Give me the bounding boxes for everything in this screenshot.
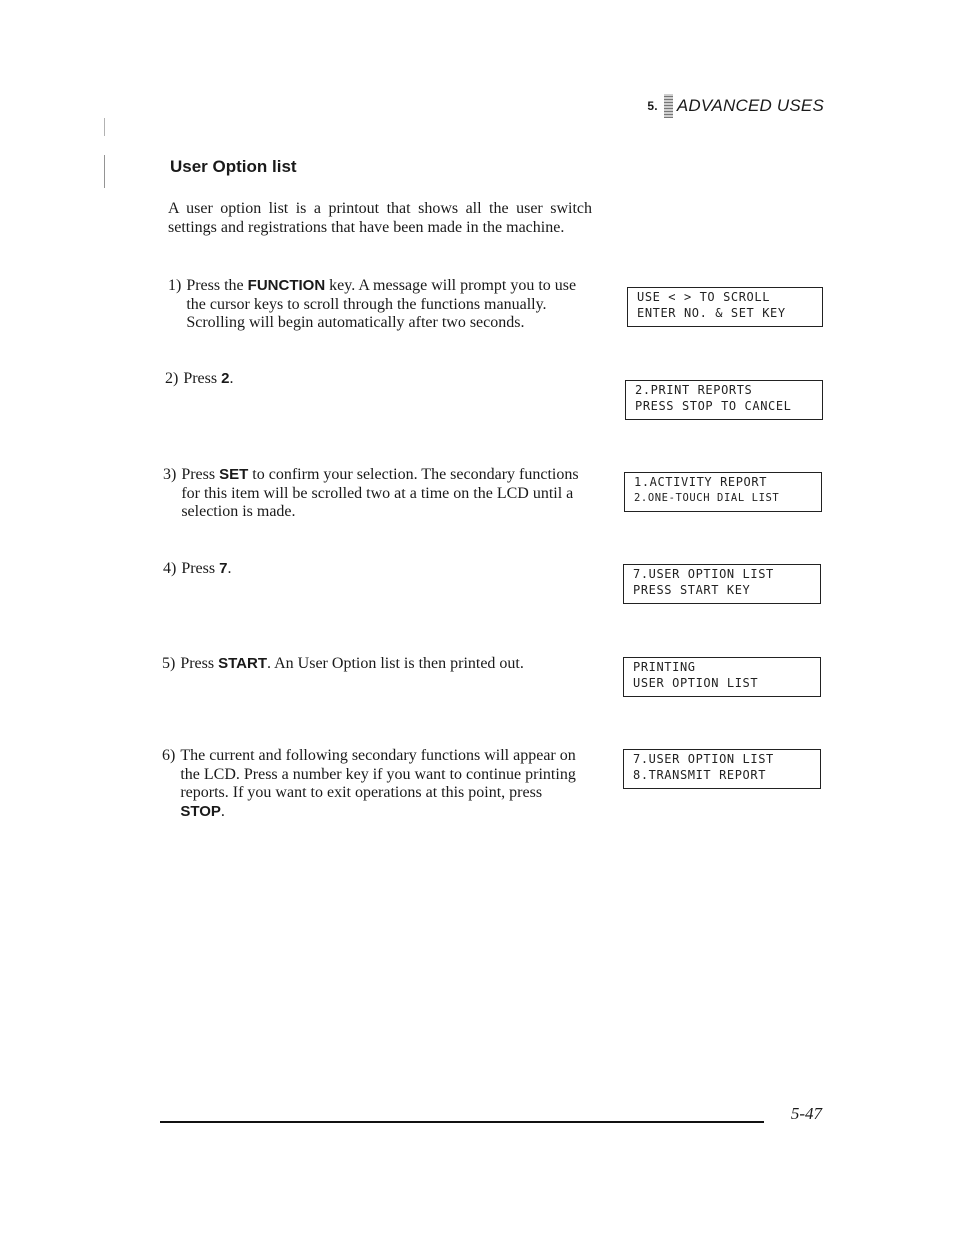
step-5: [162, 655, 592, 674]
key-name: STOP: [180, 802, 221, 820]
lcd-line: PRINTING: [633, 660, 696, 674]
chapter-number: 5.: [647, 99, 658, 113]
step-number: 6): [162, 747, 176, 764]
key-name: FUNCTION: [247, 277, 326, 294]
lcd-display-6: [623, 749, 821, 789]
step-number: 5): [162, 655, 176, 672]
margin-mark: [104, 155, 105, 188]
lcd-line: 2.PRINT REPORTS: [635, 383, 753, 397]
lcd-line: 7.USER OPTION LIST: [633, 567, 774, 581]
key-name: START: [218, 655, 267, 672]
lcd-line: PRESS START KEY: [633, 582, 751, 597]
lcd-display-5: [623, 657, 821, 697]
step-text: Press 7.: [181, 560, 232, 577]
lcd-display-1: [627, 287, 823, 327]
lcd-line: USER OPTION LIST: [633, 675, 759, 690]
step-text: The current and following secondary functions will appear on the LCD. Press a number key if you want to continue printing reports. If you want to exit operations at this point, press STOP.: [180, 747, 576, 820]
lcd-display-4: [623, 564, 821, 604]
lcd-line: ENTER NO. & SET KEY: [637, 305, 786, 320]
step-text: Press SET to confirm your selection. The secondary functions for this item will be scrolled two at a time on the LCD until a selection is made.: [181, 466, 579, 520]
step-3: [163, 466, 589, 522]
lcd-display-2: [625, 380, 823, 420]
step-2: [165, 370, 595, 389]
section-title: User Option list: [170, 157, 297, 176]
lcd-line: USE < > TO SCROLL: [637, 290, 771, 304]
lcd-line: 7.USER OPTION LIST: [633, 752, 774, 766]
step-text: Press the FUNCTION key. A message will prompt you to use the cursor keys to scroll through the functions manually. Scrolling will begin automatically after two seconds.: [186, 277, 577, 331]
footer-rule: [160, 1121, 764, 1123]
step-4: [163, 560, 593, 579]
chapter-header: [647, 94, 824, 118]
section-intro: A user option list is a printout that shows all the user switch settings and registrations that have been made in the machine.: [168, 200, 592, 236]
step-number: 1): [168, 277, 182, 294]
step-number: 3): [163, 466, 177, 483]
key-name: 7: [219, 560, 228, 577]
lcd-line: 2.ONE-TOUCH DIAL LIST: [634, 491, 780, 504]
step-number: 2): [165, 370, 179, 387]
lcd-line: PRESS STOP TO CANCEL: [635, 398, 792, 413]
lcd-line: 8.TRANSMIT REPORT: [633, 767, 767, 782]
key-name: SET: [219, 466, 249, 483]
step-1: [168, 277, 592, 333]
step-text: Press 2.: [183, 370, 234, 387]
step-number: 4): [163, 560, 177, 577]
step-6: [162, 747, 587, 821]
lcd-display-3: [624, 472, 822, 512]
step-text: Press START. An User Option list is then printed out.: [180, 655, 524, 672]
page-number: 5-47: [790, 1104, 822, 1123]
chapter-title: ADVANCED USES: [676, 96, 824, 115]
margin-mark: [104, 118, 105, 136]
lcd-line: 1.ACTIVITY REPORT: [634, 475, 768, 489]
chapter-tab-marker: [664, 94, 673, 118]
key-name: 2: [221, 370, 230, 387]
